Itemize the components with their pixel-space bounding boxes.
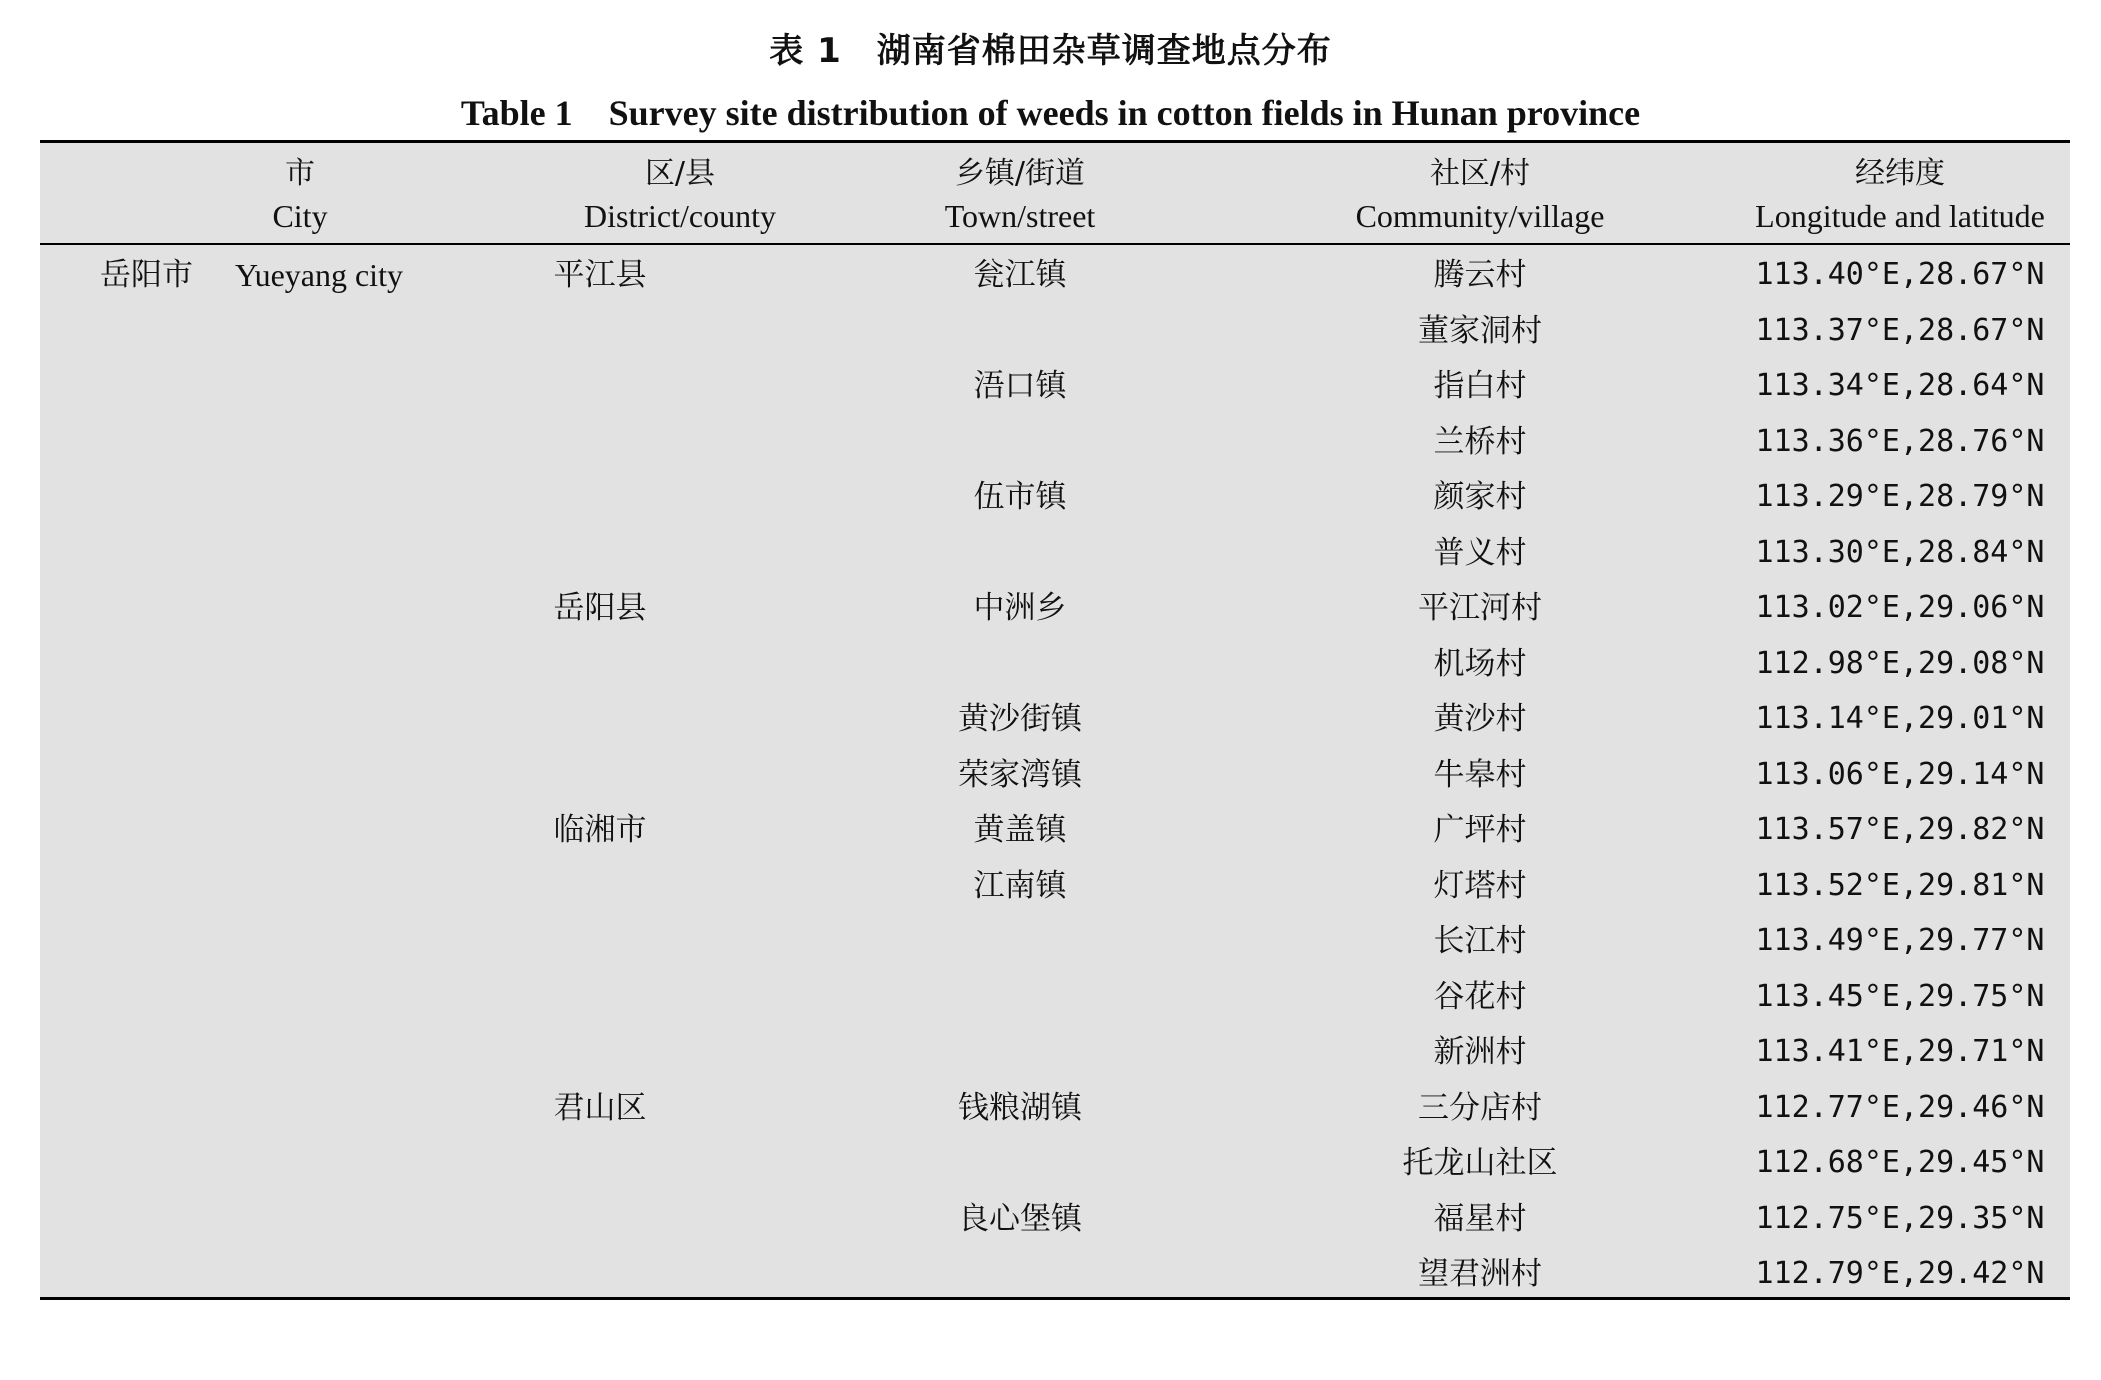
coordinate-cell: 112.68°E,29.45°N: [1755, 1145, 2045, 1180]
town-cell: 荣家湾镇: [958, 756, 1082, 793]
coordinate-cell: 112.75°E,29.35°N: [1755, 1200, 2045, 1236]
town-cell: 瓮江镇: [973, 257, 1067, 293]
city-cell-en: Yueyang city: [235, 257, 403, 293]
town-cell: 江南镇: [973, 867, 1067, 904]
town-cell: 良心堡镇: [958, 1200, 1082, 1237]
header-city: [80, 153, 520, 237]
header-coordinates: [1700, 153, 2100, 237]
district-cell: 岳阳县: [553, 590, 647, 626]
village-cell: 谷花村: [1433, 978, 1527, 1015]
table-row: [40, 1191, 2070, 1247]
table-row: [40, 691, 2070, 747]
table-row: [40, 747, 2070, 803]
coordinate-cell: 113.40°E,28.67°N: [1755, 257, 2045, 292]
village-cell: 广坪村: [1433, 812, 1527, 848]
town-cell: 伍市镇: [973, 479, 1067, 515]
table-row: [40, 1135, 2070, 1191]
header-coordinates-cn: 经纬度: [1855, 156, 1945, 191]
table-row: [40, 303, 2070, 359]
coordinate-cell: 113.36°E,28.76°N: [1755, 423, 2045, 459]
town-cell: 浯口镇: [973, 368, 1067, 404]
village-cell: 福星村: [1433, 1200, 1527, 1237]
coordinate-cell: 113.29°E,28.79°N: [1755, 479, 2045, 514]
coordinate-cell: 113.14°E,29.01°N: [1755, 701, 2045, 736]
village-cell: 灯塔村: [1433, 867, 1527, 904]
coordinate-cell: 113.57°E,29.82°N: [1755, 812, 2045, 847]
header-village: [1280, 153, 1680, 237]
village-cell: 新洲村: [1433, 1034, 1527, 1070]
table-row: [40, 913, 2070, 969]
coordinate-cell: 113.45°E,29.75°N: [1755, 978, 2045, 1014]
coordinate-cell: 113.30°E,28.84°N: [1755, 534, 2045, 570]
coordinate-cell: 113.52°E,29.81°N: [1755, 867, 2045, 903]
coordinate-cell: 113.41°E,29.71°N: [1755, 1034, 2045, 1069]
table-caption-chinese: 表 1 湖南省棉田杂草调查地点分布: [769, 31, 1332, 71]
village-cell: 牛皋村: [1433, 756, 1527, 793]
village-cell: 指白村: [1433, 368, 1527, 404]
district-cell: 君山区: [553, 1089, 647, 1126]
town-cell: 中洲乡: [973, 590, 1067, 626]
header-town-cn: 乡镇/街道: [954, 156, 1086, 191]
table-row: [40, 525, 2070, 581]
village-cell: 董家洞村: [1418, 312, 1542, 349]
table-row: [40, 469, 2070, 525]
village-cell: 腾云村: [1433, 257, 1527, 293]
coordinate-cell: 113.02°E,29.06°N: [1755, 590, 2045, 625]
table-row: [40, 1246, 2070, 1302]
table-row: [40, 858, 2070, 914]
village-cell: 兰桥村: [1433, 423, 1527, 460]
coordinate-cell: 112.77°E,29.46°N: [1755, 1089, 2045, 1125]
district-cell: 临湘市: [553, 812, 647, 848]
table-row: [40, 1024, 2070, 1080]
city-cell-cn: 岳阳市: [100, 257, 193, 293]
header-coordinates-en: Longitude and latitude: [1755, 198, 2045, 234]
table-row: [40, 636, 2070, 692]
town-cell: 钱粮湖镇: [958, 1089, 1082, 1126]
town-cell: 黄盖镇: [973, 812, 1067, 848]
village-cell: 三分店村: [1418, 1089, 1542, 1126]
table-row: [40, 969, 2070, 1025]
table-row: [40, 802, 2070, 858]
survey-site-table: [40, 140, 2070, 1300]
table-body: [40, 247, 2070, 1302]
table-header-row: [40, 143, 2070, 245]
coordinate-cell: 113.34°E,28.64°N: [1755, 368, 2045, 403]
header-district-en: District/county: [584, 198, 776, 234]
header-city-cn: 市: [285, 156, 315, 191]
table-row: [40, 247, 2070, 303]
town-cell: 黄沙街镇: [958, 701, 1082, 737]
village-cell: 颜家村: [1433, 479, 1527, 515]
table-caption-english: Table 1 Survey site distribution of weeds in cotton fields in Hunan province: [460, 93, 1641, 133]
table-row: [40, 414, 2070, 470]
coordinate-cell: 112.98°E,29.08°N: [1755, 645, 2045, 681]
header-city-en: City: [272, 198, 328, 234]
village-cell: 托龙山社区: [1402, 1145, 1558, 1181]
village-cell: 长江村: [1433, 923, 1527, 959]
coordinate-cell: 113.37°E,28.67°N: [1755, 312, 2045, 348]
table-row: [40, 358, 2070, 414]
header-district: [520, 153, 840, 237]
coordinate-cell: 113.49°E,29.77°N: [1755, 923, 2045, 958]
header-village-cn: 社区/村: [1429, 156, 1531, 191]
village-cell: 望君洲村: [1418, 1256, 1542, 1292]
coordinate-cell: 113.06°E,29.14°N: [1755, 756, 2045, 792]
header-village-en: Community/village: [1355, 198, 1605, 234]
coordinate-cell: 112.79°E,29.42°N: [1755, 1256, 2045, 1291]
table-row: [40, 580, 2070, 636]
village-cell: 机场村: [1433, 645, 1527, 682]
header-town: [900, 153, 1140, 237]
table-row: [40, 1080, 2070, 1136]
village-cell: 黄沙村: [1433, 701, 1527, 737]
village-cell: 平江河村: [1418, 590, 1542, 626]
header-district-cn: 区/县: [644, 156, 716, 191]
district-cell: 平江县: [553, 257, 647, 293]
header-town-en: Town/street: [944, 198, 1096, 234]
village-cell: 普义村: [1433, 534, 1527, 571]
